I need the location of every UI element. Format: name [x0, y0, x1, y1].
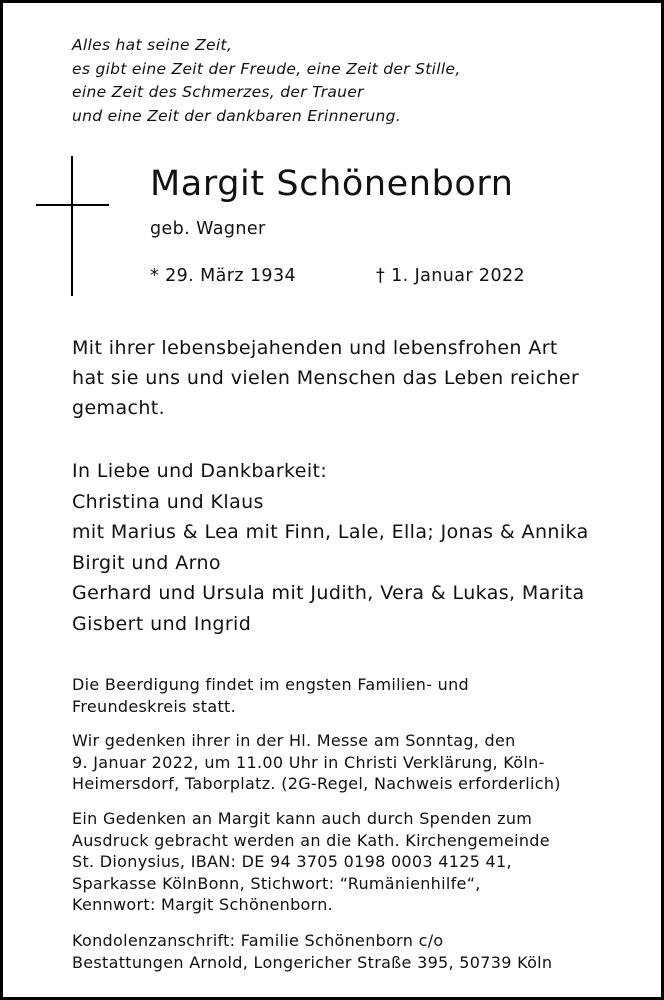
tribute-line: hat sie uns und vielen Menschen das Leben reicher: [72, 367, 580, 389]
info-line: Heimersdorf, Taborplatz. (2G-Regel, Nachweis erforderlich): [72, 774, 561, 793]
family-line: Gisbert und Ingrid: [72, 612, 252, 635]
birth-date: * 29. März 1934: [150, 266, 297, 286]
deceased-name: Margit Schönenborn: [150, 164, 514, 204]
family-line: Gerhard und Ursula mit Judith, Vera & Lukas, Marita: [72, 582, 585, 605]
info-line: Die Beerdigung findet im engsten Familien- und: [72, 675, 469, 694]
family-line: mit Marius & Lea mit Finn, Lale, Ella; Jonas & Annika: [72, 521, 589, 544]
motto-verse: [72, 34, 461, 128]
funeral-info: [72, 674, 469, 717]
info-line: 9. Januar 2022, um 11.00 Uhr in Christi Verklärung, Köln-: [72, 752, 545, 772]
mass-info: [72, 730, 561, 795]
info-line: St. Dionysius, IBAN: DE 94 3705 0198 0003 4125 41,: [72, 852, 512, 871]
motto-line: eine Zeit des Schmerzes, der Trauer: [72, 83, 364, 101]
family-line: Christina und Klaus: [72, 490, 264, 513]
info-line: Kennwort: Margit Schönenborn.: [72, 895, 334, 914]
condolence-address: [72, 930, 552, 973]
family-list: [72, 456, 589, 640]
cross-horizontal-bar: [36, 204, 109, 206]
donation-info: [72, 808, 550, 916]
tribute-line: gemacht.: [72, 397, 166, 419]
info-line: Freundeskreis statt.: [72, 696, 236, 716]
info-line: Ein Gedenken an Margit kann auch durch Spenden zum: [72, 809, 533, 828]
cross-vertical-bar: [71, 156, 73, 296]
tribute-text: [72, 333, 579, 423]
info-line: Sparkasse KölnBonn, Stichwort: “Rumänienhilfe“,: [72, 873, 481, 893]
family-line: Birgit und Arno: [72, 551, 221, 574]
info-line: Wir gedenken ihrer in der Hl. Messe am Sonntag, den: [72, 731, 516, 750]
tribute-line: Mit ihrer lebensbejahenden und lebensfrohen Art: [72, 337, 558, 359]
family-line: In Liebe und Dankbarkeit:: [72, 460, 328, 482]
death-date: † 1. Januar 2022: [376, 266, 526, 286]
motto-line: und eine Zeit der dankbaren Erinnerung.: [72, 106, 401, 125]
motto-line: es gibt eine Zeit der Freude, eine Zeit der Stille,: [72, 59, 461, 78]
motto-line: Alles hat seine Zeit,: [72, 36, 233, 54]
info-line: Bestattungen Arnold, Longericher Straße 395, 50739 Köln: [72, 952, 553, 972]
info-line: Kondolenzanschrift: Familie Schönenborn c/o: [72, 931, 444, 950]
maiden-name: geb. Wagner: [150, 219, 266, 239]
info-line: Ausdruck gebracht werden an die Kath. Kirchengemeinde: [72, 830, 550, 850]
